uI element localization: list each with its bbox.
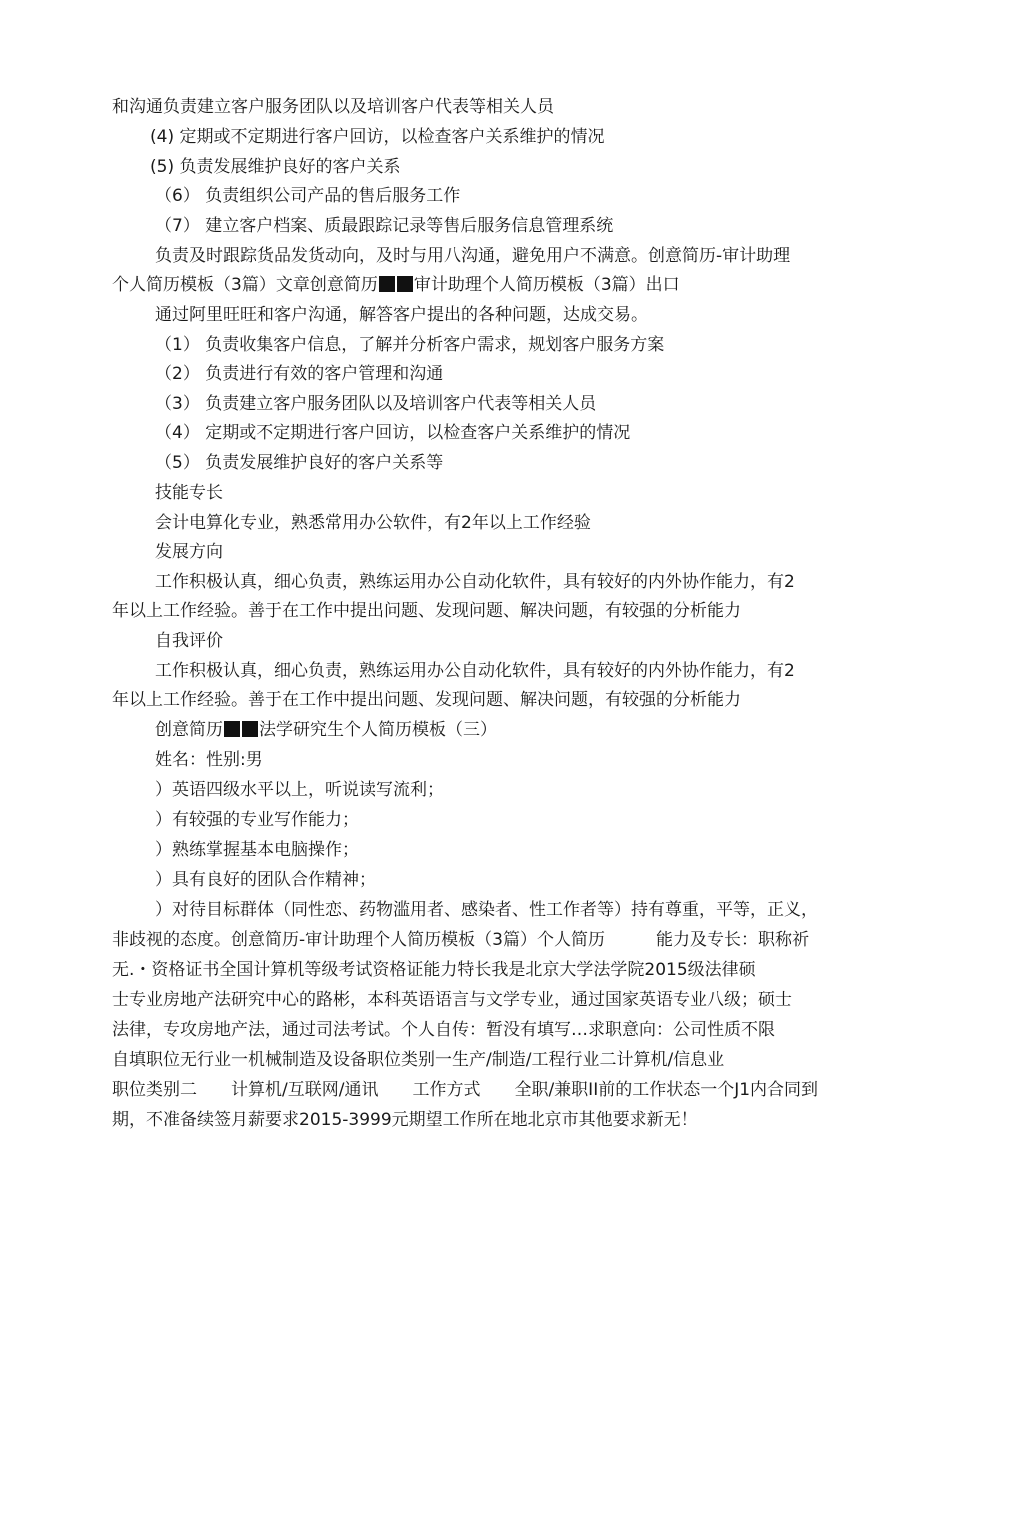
text-line: 和沟通负责建立客户服务团队以及培训客户代表等相关人员 — [112, 97, 554, 117]
text-line: 会计电算化专业，熟悉常用办公软件，有2年以上工作经验 — [155, 513, 591, 533]
text-line: （5） 负责发展维护良好的客户关系等 — [155, 453, 444, 473]
text-segment: 个人简历模板（3篇）文章创意简历 — [112, 275, 378, 295]
text-line: 负责及时跟踪货品发货动向，及时与用八沟通，避免用户不满意。创意简历-审计助理 — [155, 246, 791, 266]
text-line: 非歧视的态度。创意简历-审计助理个人简历模板（3篇）个人简历 能力及专长：职称祈 — [112, 930, 809, 950]
text-segment: 法学研究生个人简历模板（三） — [259, 720, 497, 740]
text-line: 通过阿里旺旺和客户沟通，解答客户提出的各种问题，达成交易。 — [155, 305, 648, 325]
text-line: (4) 定期或不定期进行客户回访，以检查客户关系维护的情况 — [150, 127, 605, 147]
text-line: (5) 负责发展维护良好的客户关系 — [150, 157, 401, 177]
text-line: 法律，专攻房地产法，通过司法考试。个人自传：暂没有填写…求职意向：公司性质不限 — [112, 1020, 775, 1040]
text-line: 期，不准备续签月薪要求2015-3999元期望工作所在地北京市其他要求新无！ — [112, 1110, 698, 1130]
text-line: 无.・资格证书全国计算机等级考试资格证能力特长我是北京大学法学院2015级法律硕 — [112, 960, 756, 980]
text-line — [112, 273, 680, 297]
redaction-block — [224, 721, 240, 737]
text-line: ）具有良好的团队合作精神； — [155, 870, 376, 890]
text-line: （6） 负责组织公司产品的售后服务工作 — [155, 186, 461, 206]
text-segment: 创意简历 — [155, 720, 223, 740]
redaction-block — [397, 276, 413, 292]
text-line: 年以上工作经验。善于在工作中提出问题、发现问题、解决问题，有较强的分析能力 — [112, 690, 741, 710]
section-heading: 发展方向 — [155, 542, 223, 562]
text-line: （4） 定期或不定期进行客户回访，以检查客户关系维护的情况 — [155, 423, 631, 443]
text-segment: 审计助理个人简历模板（3篇）出口 — [413, 275, 680, 295]
text-line: 职位类别二 计算机/互联网/通讯 工作方式 全职/兼职II前的工作状态一个J1内合同到 — [112, 1080, 819, 1100]
section-heading: 自我评价 — [155, 631, 223, 651]
text-line: ）熟练掌握基本电脑操作； — [155, 840, 359, 860]
text-line — [155, 718, 497, 742]
text-line: 姓名：性别:男 — [155, 750, 263, 770]
text-line: 自填职位无行业一机械制造及设备职位类别一生产/制造/工程行业二计算机/信息业 — [112, 1050, 725, 1070]
text-line: （2） 负责进行有效的客户管理和沟通 — [155, 364, 444, 384]
text-line: 工作积极认真，细心负责，熟练运用办公自动化软件，具有较好的内外协作能力，有2 — [155, 661, 795, 681]
text-line: ）英语四级水平以上，听说读写流利； — [155, 780, 444, 800]
text-line: ）有较强的专业写作能力； — [155, 810, 359, 830]
text-line: 年以上工作经验。善于在工作中提出问题、发现问题、解决问题，有较强的分析能力 — [112, 601, 741, 621]
redaction-block — [242, 721, 258, 737]
section-heading: 技能专长 — [155, 483, 223, 503]
text-line: 士专业房地产法研究中心的路彬，本科英语语言与文学专业，通过国家英语专业八级；硕士 — [112, 990, 792, 1010]
text-line: （1） 负责收集客户信息，了解并分析客户需求，规划客户服务方案 — [155, 335, 665, 355]
redaction-block — [379, 276, 395, 292]
text-line: ）对待目标群体（同性恋、药物滥用者、感染者、性工作者等）持有尊重，平等，正义， — [155, 900, 818, 920]
text-line: 工作积极认真，细心负责，熟练运用办公自动化软件，具有较好的内外协作能力，有2 — [155, 572, 795, 592]
text-line: （7） 建立客户档案、质最跟踪记录等售后服务信息管理系统 — [155, 216, 614, 236]
text-line: （3） 负责建立客户服务团队以及培训客户代表等相关人员 — [155, 394, 597, 414]
